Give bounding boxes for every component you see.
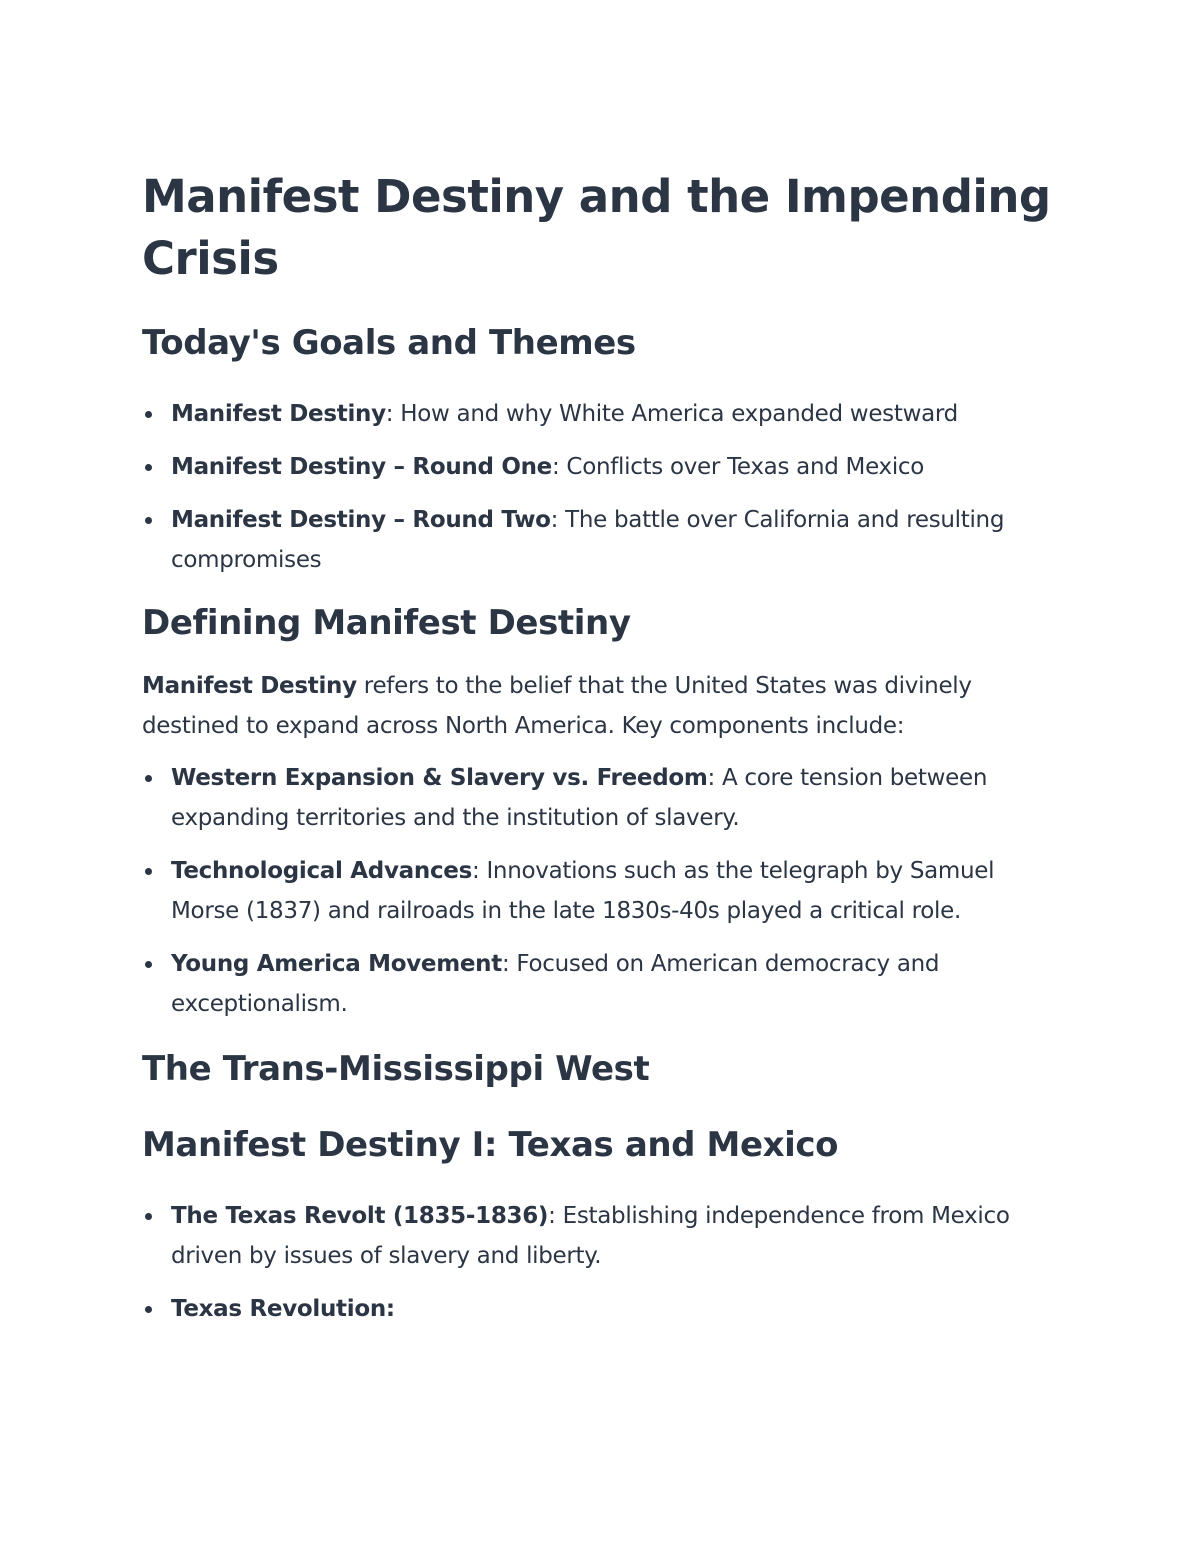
section-heading-texas-mexico: Manifest Destiny I: Texas and Mexico — [142, 1125, 839, 1165]
list-item — [142, 758, 1062, 838]
list-item-text: : The battle over California and resulting compromises — [171, 507, 1005, 573]
defining-paragraph — [142, 666, 1062, 746]
list-item — [142, 851, 1062, 931]
list-item-term: Young America Movement — [171, 951, 502, 977]
defining-list — [142, 758, 1062, 1024]
section-heading-defining: Defining Manifest Destiny — [142, 603, 631, 643]
list-item-text: : How and why White America expanded westward — [385, 401, 958, 427]
list-item-term: Technological Advances — [171, 858, 472, 884]
paragraph-text: refers to the belief that the United States was divinely destined to expand across North America. Key components include: — [142, 673, 972, 739]
section-heading-trans-mississippi: The Trans-Mississippi West — [142, 1049, 650, 1089]
list-item-term: Manifest Destiny – Round Two — [171, 507, 551, 533]
list-item — [142, 1289, 1062, 1329]
list-item — [142, 447, 1062, 487]
list-item-text: : A core tension between expanding territories and the institution of slavery. — [171, 765, 988, 831]
texas-mexico-list — [142, 1196, 1062, 1329]
list-item-term: The Texas Revolt (1835-1836) — [171, 1203, 549, 1229]
list-item-term: Manifest Destiny — [171, 401, 386, 427]
list-item-term: Western Expansion & Slavery vs. Freedom — [171, 765, 708, 791]
list-item-term: Texas Revolution: — [171, 1296, 395, 1322]
paragraph-term: Manifest Destiny — [142, 673, 357, 699]
list-item — [142, 944, 1062, 1024]
goals-list — [142, 394, 1062, 580]
list-item-term: Manifest Destiny – Round One — [171, 454, 552, 480]
list-item-text: : Establishing independence from Mexico driven by issues of slavery and liberty. — [171, 1203, 1010, 1269]
section-heading-goals: Today's Goals and Themes — [142, 323, 636, 363]
document-title: Manifest Destiny and the Impending Crisis — [142, 170, 1051, 285]
list-item — [142, 394, 1062, 434]
document-page — [142, 166, 1062, 1329]
list-item-text: : Innovations such as the telegraph by Samuel Morse (1837) and railroads in the late 1830s-40s played a critical role. — [171, 858, 995, 924]
list-item-text: : Focused on American democracy and exceptionalism. — [171, 951, 940, 1017]
list-item — [142, 500, 1062, 580]
list-item-text: : Conflicts over Texas and Mexico — [551, 454, 925, 480]
list-item — [142, 1196, 1062, 1276]
